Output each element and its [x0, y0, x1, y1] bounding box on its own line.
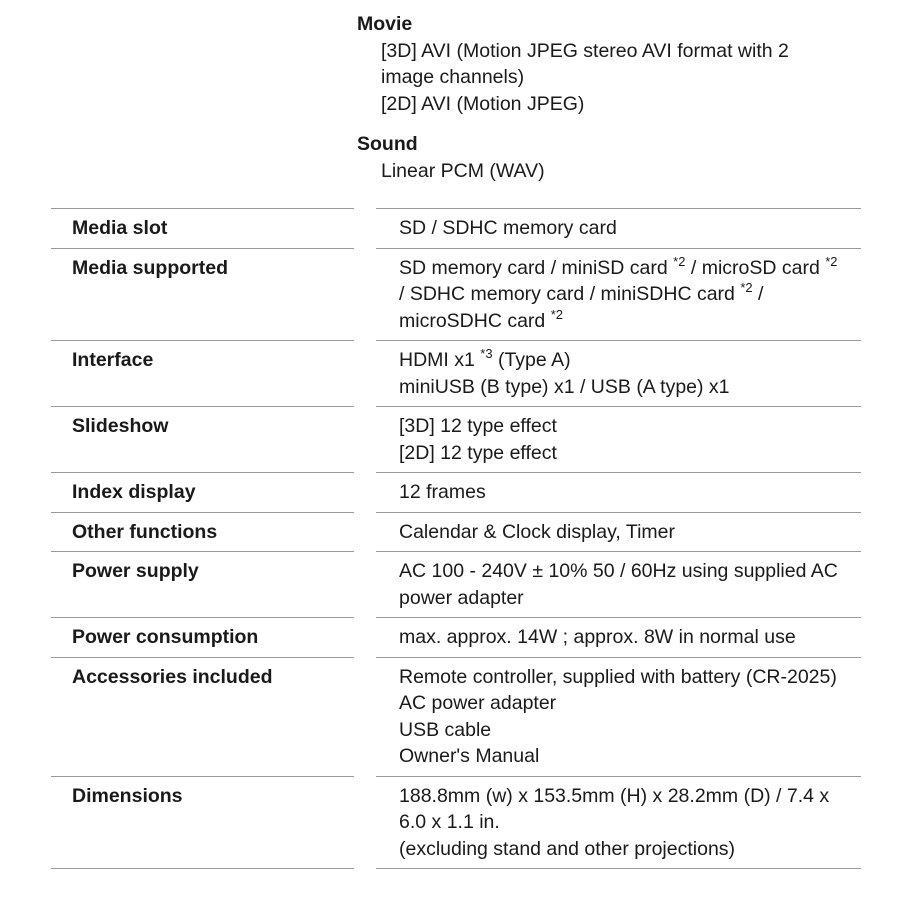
spec-value-line: [2D] 12 type effect [399, 441, 557, 464]
spec-value-line [399, 347, 841, 374]
text-segment: (Type A) [492, 349, 571, 371]
spec-value-line: Owner's Manual [399, 745, 540, 767]
text-segment: HDMI x1 [399, 349, 481, 371]
movie-format-line: image channels) [381, 66, 525, 88]
spec-label: Interface [51, 341, 365, 407]
spec-table [51, 208, 861, 869]
spec-value-line: 12 frames [399, 481, 486, 503]
spec-row-power-supply [51, 552, 861, 618]
spec-label: Power consumption [51, 618, 365, 658]
movie-format-list [357, 38, 857, 118]
sound-heading: Sound [357, 133, 418, 155]
spec-value-line: USB cable [399, 718, 492, 741]
spec-value-line: Remote controller, supplied with battery (CR-2025) [399, 665, 837, 688]
spec-row-other-functions [51, 512, 861, 552]
spec-label: Power supply [51, 552, 365, 618]
spec-value-line: miniUSB (B type) x1 / USB (A type) x1 [399, 375, 730, 398]
spec-value-line: 6.0 x 1.1 in. [399, 811, 500, 833]
sound-format-line: Linear PCM (WAV) [381, 159, 545, 182]
spec-value-line [399, 308, 841, 335]
spec-value [365, 248, 861, 341]
spec-label: Other functions [51, 512, 365, 552]
movie-format-line: [3D] AVI (Motion JPEG stereo AVI format with 2 [381, 39, 789, 62]
spec-value-line: AC 100 - 240V ± 10% 50 / 60Hz using supplied AC [399, 560, 838, 582]
text-segment: / SDHC memory card / miniSDHC card [399, 283, 741, 305]
spec-row-media-slot [51, 209, 861, 249]
spec-value-line: [3D] 12 type effect [399, 415, 557, 437]
spec-label: Slideshow [51, 407, 365, 473]
spec-value [365, 407, 861, 473]
text-segment: / microSD card [685, 256, 826, 279]
spec-label: Accessories included [51, 657, 365, 776]
file-format-continuation [357, 11, 857, 184]
spec-value-line [399, 281, 841, 308]
spec-value-line: SD / SDHC memory card [399, 217, 617, 239]
spec-value [365, 552, 861, 618]
footnote-marker: *2 [550, 306, 563, 322]
movie-format-line: [2D] AVI (Motion JPEG) [381, 92, 585, 115]
spec-label: Media slot [51, 209, 365, 249]
spec-value-line: Calendar & Clock display, Timer [399, 520, 675, 543]
spec-value [365, 657, 861, 776]
spec-row-media-supported [51, 248, 861, 341]
spec-value [365, 341, 861, 407]
spec-label: Media supported [51, 248, 365, 341]
spec-value-line: (excluding stand and other projections) [399, 837, 736, 860]
spec-value-line: AC power adapter [399, 692, 557, 714]
spec-value-line: max. approx. 14W ; approx. 8W in normal use [399, 626, 796, 648]
footnote-marker: *2 [825, 253, 838, 269]
spec-value [365, 209, 861, 249]
spec-label: Index display [51, 473, 365, 513]
spec-value [365, 776, 861, 869]
movie-heading: Movie [357, 13, 413, 35]
text-segment: microSDHC card [399, 309, 551, 332]
spec-value [365, 473, 861, 513]
spec-value-line [399, 255, 841, 282]
spec-row-power-consumption [51, 618, 861, 658]
footnote-marker: *3 [480, 346, 493, 361]
spec-label: Dimensions [51, 776, 365, 869]
text-segment: / [752, 283, 764, 305]
spec-value [365, 618, 861, 658]
spec-value-line: power adapter [399, 586, 524, 609]
text-segment: SD memory card / miniSD card [399, 256, 674, 279]
spec-row-dimensions [51, 776, 861, 869]
footnote-marker: *2 [740, 280, 753, 295]
spec-row-index-display [51, 473, 861, 513]
spec-row-accessories [51, 657, 861, 776]
footnote-marker: *2 [673, 253, 686, 269]
sound-format-list [357, 158, 857, 185]
spec-row-interface [51, 341, 861, 407]
spec-row-slideshow [51, 407, 861, 473]
spec-value [365, 512, 861, 552]
spec-value-line: 188.8mm (w) x 153.5mm (H) x 28.2mm (D) / 7.4 x [399, 784, 830, 807]
